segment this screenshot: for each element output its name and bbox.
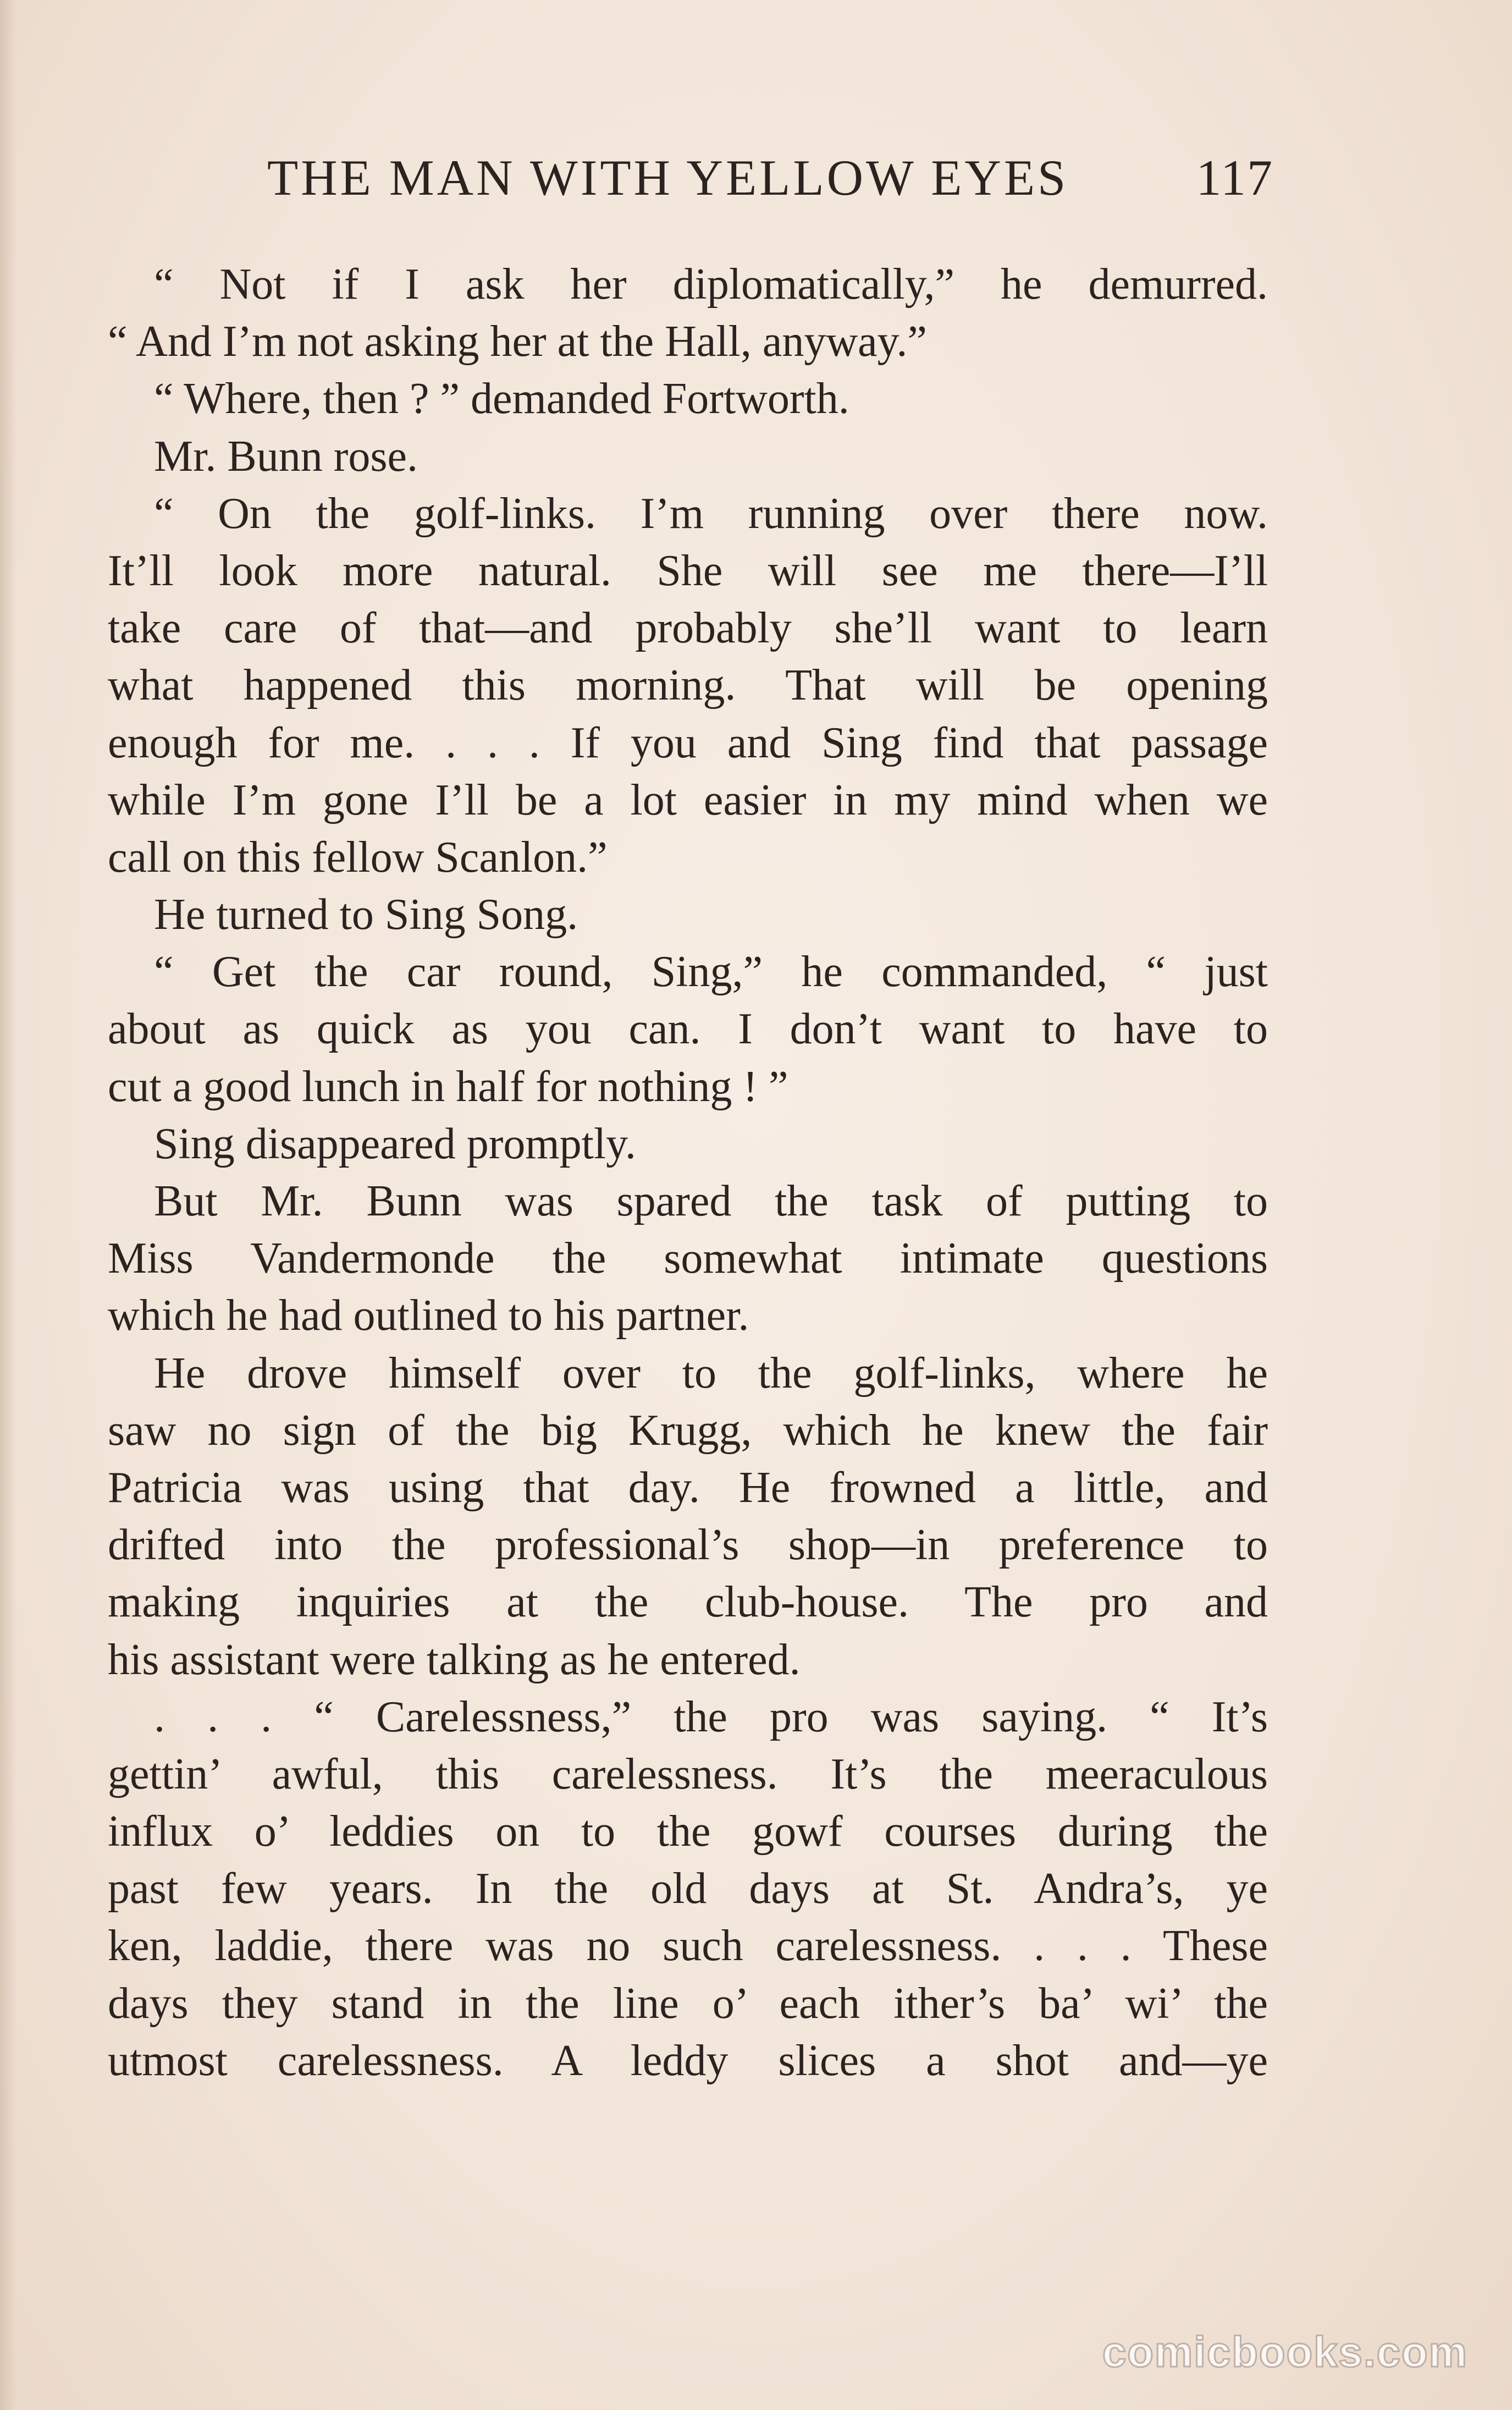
text-line: “ Not if I ask her diplomatically,” he demurred. [154, 260, 1268, 309]
text-line: utmost carelessness. A leddy slices a shot and—ye [108, 2036, 1268, 2085]
text-line: what happened this morning. That will be opening [108, 661, 1268, 710]
text-line: his assistant were talking as he entered. [108, 1635, 801, 1684]
text-line: Sing disappeared promptly. [154, 1119, 636, 1168]
text-line: while I’m gone I’ll be a lot easier in my mind when we [108, 775, 1268, 824]
text-line: “ Get the car round, Sing,” he commanded, “ just [154, 948, 1268, 997]
text-line: influx o’ leddies on to the gowf courses during the [108, 1807, 1268, 1856]
text-line: “ On the golf-links. I’m running over there now. [154, 489, 1268, 538]
text-line: cut a good lunch in half for nothing ! ” [108, 1062, 788, 1111]
text-line: drifted into the professional’s shop—in preference to [108, 1521, 1268, 1570]
text-line: ken, laddie, there was no such carelessness. . . . These [108, 1922, 1268, 1971]
text-line: take care of that—and probably she’ll want to learn [108, 604, 1268, 653]
text-line: which he had outlined to his partner. [108, 1291, 749, 1340]
text-line: Mr. Bunn rose. [154, 432, 418, 481]
text-line: saw no sign of the big Krugg, which he knew the fair [108, 1406, 1268, 1455]
text-line: about as quick as you can. I don’t want to have to [108, 1005, 1268, 1054]
running-header [267, 148, 1273, 209]
page-edge-shadow [0, 0, 16, 2410]
body-text [108, 256, 1268, 2089]
text-line: past few years. In the old days at St. Andra’s, ye [108, 1864, 1268, 1913]
text-line: enough for me. . . . If you and Sing find that passage [108, 718, 1268, 767]
text-line: . . . “ Carelessness,” the pro was saying. “ It’s [154, 1692, 1268, 1741]
text-line: call on this fellow Scanlon.” [108, 833, 608, 882]
running-title: THE MAN WITH YELLOW EYES [267, 150, 1069, 206]
watermark: comicbooks.com [1102, 2328, 1468, 2376]
text-line: making inquiries at the club-house. The pro and [108, 1578, 1268, 1627]
text-line: Miss Vandermonde the somewhat intimate questions [108, 1234, 1268, 1283]
page-number: 117 [1196, 150, 1273, 206]
text-line: He drove himself over to the golf-links, where he [154, 1349, 1268, 1397]
text-line: It’ll look more natural. She will see me there—I’ll [108, 546, 1268, 595]
text-line: days they stand in the line o’ each ither’s ba’ wi’ the [108, 1979, 1268, 2028]
text-line: But Mr. Bunn was spared the task of putting to [154, 1177, 1268, 1225]
text-line: “ And I’m not asking her at the Hall, anyway.” [108, 317, 927, 366]
text-line: He turned to Sing Song. [154, 890, 578, 939]
text-line: “ Where, then ? ” demanded Fortworth. [154, 375, 849, 423]
text-line: gettin’ awful, this carelessness. It’s the meeraculous [108, 1749, 1268, 1798]
text-line: Patricia was using that day. He frowned a little, and [108, 1463, 1268, 1512]
